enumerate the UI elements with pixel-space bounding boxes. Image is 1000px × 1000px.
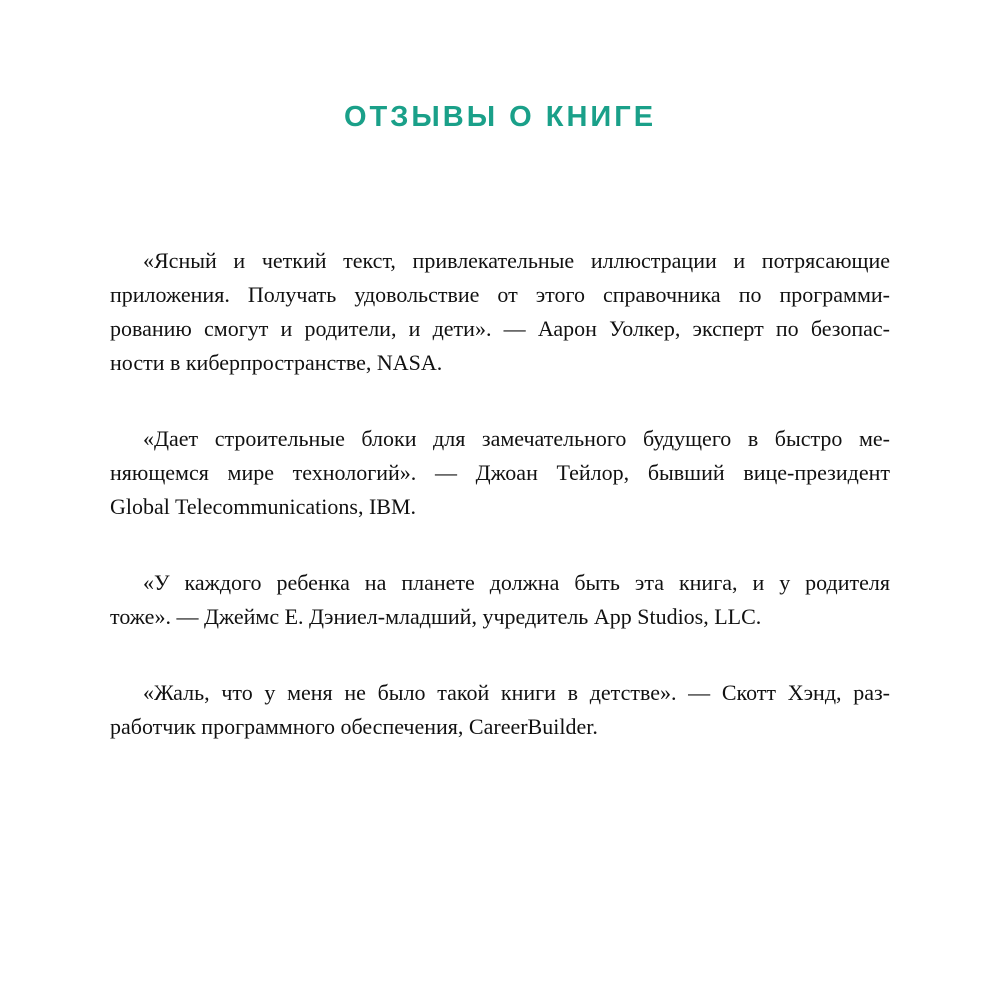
review-line: «Дает строительные блоки для замечательного будущего в быстро ме-	[143, 426, 890, 451]
review-line: тоже». — Джеймс Е. Дэниел-младший, учредитель App Studios, LLC.	[110, 604, 762, 629]
page-title: ОТЗЫВЫ О КНИГЕ	[343, 101, 657, 133]
review-line: Global Telecommunications, IBM.	[110, 494, 417, 519]
review-paragraph-3	[110, 566, 890, 634]
review-paragraph-1	[110, 244, 890, 380]
review-line: работчик программного обеспечения, CareerBuilder.	[110, 714, 598, 739]
review-line: ности в киберпространстве, NASA.	[110, 350, 443, 375]
review-line: «Жаль, что у меня не было такой книги в детстве». — Скотт Хэнд, раз-	[143, 680, 890, 705]
review-line: няющемся мире технологий». — Джоан Тейлор, бывший вице-президент	[110, 460, 890, 485]
review-paragraph-4	[110, 676, 890, 744]
review-line: рованию смогут и родители, и дети». — Аарон Уолкер, эксперт по безопас-	[110, 316, 890, 341]
review-paragraph-2	[110, 422, 890, 524]
review-line: «У каждого ребенка на планете должна быть эта книга, и у родителя	[143, 570, 890, 595]
review-line: «Ясный и четкий текст, привлекательные иллюстрации и потрясающие	[143, 248, 890, 273]
reviews-section	[110, 244, 890, 744]
review-line: приложения. Получать удовольствие от этого справочника по программи-	[110, 282, 890, 307]
